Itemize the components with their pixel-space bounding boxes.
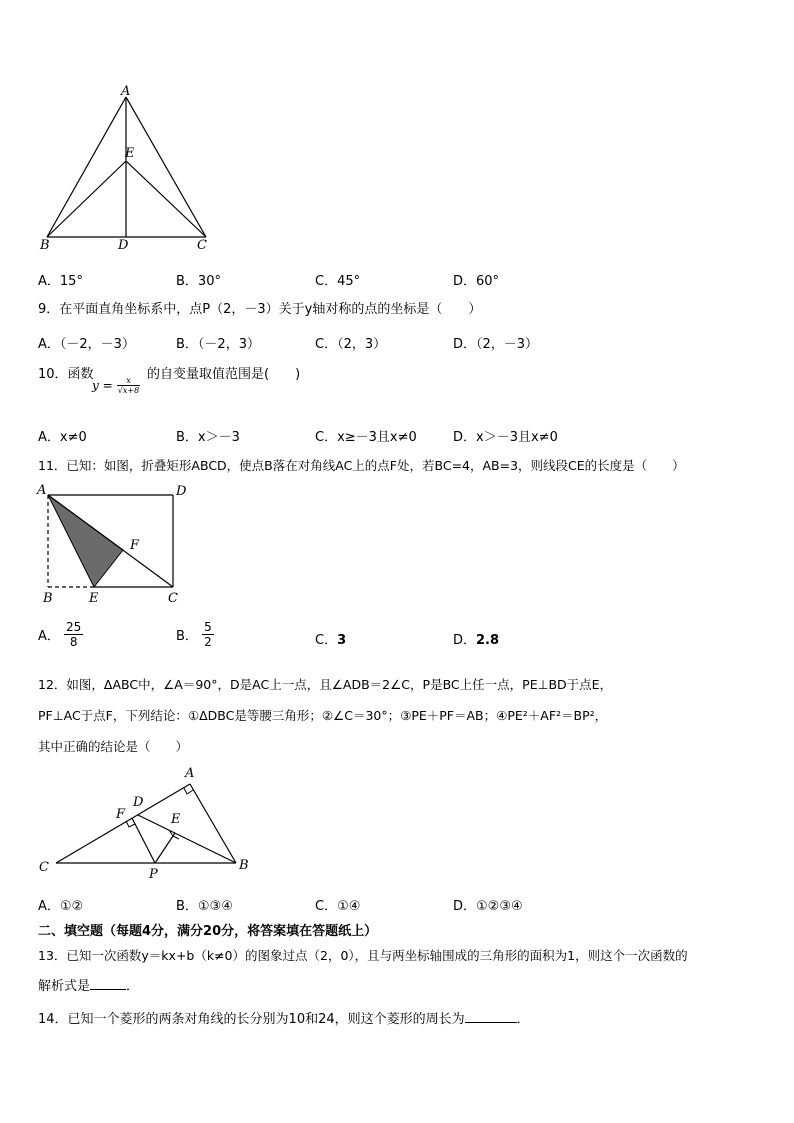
q11-option-b[interactable] — [176, 620, 214, 649]
label-B: B — [40, 238, 50, 253]
fraction-numerator: 25 — [66, 620, 82, 634]
q14-stem — [38, 1011, 530, 1029]
q13-line-2-prefix: 解析式是 — [38, 979, 91, 994]
segment-PE — [155, 833, 175, 863]
q11-rectangle-figure — [30, 480, 200, 610]
formula-y: y = — [92, 378, 113, 393]
q9-option-c[interactable] — [315, 333, 386, 352]
option-letter: A． — [38, 274, 60, 289]
q8-option-a[interactable] — [38, 270, 83, 289]
q9-option-a[interactable] — [38, 333, 135, 352]
formula-fraction — [117, 376, 140, 395]
label-A: A — [37, 483, 47, 498]
q14-prefix: 14．已知一个菱形的两条对角线的长分别为10和24，则这个菱形的周长为 — [38, 1012, 465, 1027]
option-letter: C． — [315, 430, 338, 445]
label-C: C — [168, 591, 178, 606]
option-letter: C． — [315, 633, 338, 648]
q8-option-d[interactable] — [453, 270, 499, 289]
option-text: 45° — [337, 274, 361, 289]
option-text: x≥－3且x≠0 — [337, 430, 417, 445]
q10-function-formula — [92, 376, 140, 395]
option-text: （2，－3） — [476, 337, 539, 352]
option-letter: D． — [453, 633, 477, 648]
q9-option-b[interactable] — [176, 333, 260, 352]
option-text: x≠0 — [59, 430, 87, 445]
edge-AC — [126, 97, 206, 237]
q12-option-d[interactable] — [453, 895, 523, 914]
diagonal-AC — [48, 495, 173, 587]
fraction-denominator: 2 — [204, 635, 212, 649]
label-D: D — [118, 238, 129, 253]
label-C: C — [197, 238, 207, 253]
option-fraction — [64, 620, 83, 649]
q12-line-2: PF⊥AC于点F，下列结论：①ΔDBC是等腰三角形；②∠C＝30°；③PE＋PF＝AB；④PE²＋AF²＝BP²， — [38, 708, 608, 723]
q8-option-b[interactable] — [176, 270, 221, 289]
q11-stem: 11．已知：如图，折叠矩形ABCD，使点B落在对角线AC上的点F处，若BC=4，AB=3，则线段CE的长度是（ ） — [38, 458, 685, 473]
option-fraction — [202, 620, 214, 649]
q13-line-2-suffix: ． — [126, 979, 140, 994]
option-text: ①②③④ — [476, 899, 523, 914]
q10-option-b[interactable] — [176, 426, 240, 445]
q12-triangle-figure — [30, 765, 260, 885]
option-text: ①③④ — [197, 899, 233, 914]
q13-line-1: 13．已知一次函数y＝kx+b（k≠0）的图象过点（2，0），且与两坐标轴围成的三角形的面积为1，则这个一次函数的 — [38, 948, 688, 963]
q13-line-2 — [38, 978, 139, 996]
q12-line-1: 12．如图，ΔABC中，∠A＝90°，D是AC上一点，且∠ADB＝2∠C，P是BC上任一点，PE⊥BD于点E， — [38, 677, 613, 692]
option-letter: B． — [176, 629, 198, 644]
option-letter: D． — [453, 899, 477, 914]
right-angle-A — [184, 788, 193, 794]
segment-CE — [126, 161, 206, 237]
label-D: D — [133, 795, 144, 810]
section-2-title: 二、填空题（每题4分，满分20分，将答案填在答题纸上） — [38, 924, 378, 939]
q14-suffix: ． — [516, 1012, 530, 1027]
option-text: ①② — [59, 899, 84, 914]
label-B: B — [239, 858, 249, 873]
label-F: F — [116, 807, 126, 822]
option-text: （2，3） — [337, 337, 387, 352]
option-letter: B． — [176, 899, 198, 914]
q9-stem: 9．在平面直角坐标系中，点P（2，－3）关于y轴对称的点的坐标是（ ） — [38, 302, 482, 317]
label-F: F — [130, 538, 140, 553]
fraction-denominator: 8 — [69, 635, 78, 649]
segment-PF — [132, 818, 155, 863]
option-text: 30° — [197, 274, 221, 289]
option-letter: D． — [453, 274, 477, 289]
option-letter: B． — [176, 274, 198, 289]
edge-AB — [47, 97, 126, 237]
q13-answer-blank[interactable] — [90, 989, 126, 990]
q10-option-c[interactable] — [315, 426, 417, 445]
option-letter: B． — [176, 337, 198, 352]
option-text: x＞－3 — [197, 430, 240, 445]
edge-CA — [56, 784, 190, 863]
shaded-triangle-AEF — [48, 495, 123, 587]
option-letter: A． — [38, 337, 60, 352]
q11-option-a[interactable] — [38, 620, 83, 649]
option-text: （－2，－3） — [59, 337, 135, 352]
option-letter: C． — [315, 274, 338, 289]
option-text: x＞－3且x≠0 — [476, 430, 558, 445]
fraction-numerator: 5 — [204, 620, 212, 634]
option-letter: A． — [38, 629, 60, 644]
label-A: A — [121, 84, 131, 99]
option-letter: C． — [315, 337, 338, 352]
q11-option-c[interactable] — [315, 629, 346, 648]
q12-option-b[interactable] — [176, 895, 233, 914]
formula-denominator: √x+8 — [117, 386, 140, 395]
label-E: E — [171, 812, 181, 827]
q8-option-c[interactable] — [315, 270, 360, 289]
option-letter: B． — [176, 430, 198, 445]
option-text: 2.8 — [476, 633, 500, 648]
option-text: 60° — [476, 274, 500, 289]
label-E: E — [125, 146, 135, 161]
q12-option-c[interactable] — [315, 895, 360, 914]
option-letter: D． — [453, 430, 477, 445]
label-D: D — [176, 484, 187, 499]
option-text: 15° — [59, 274, 83, 289]
q10-suffix: 的自变量取值范围是( ) — [147, 367, 301, 382]
q14-answer-blank[interactable] — [465, 1022, 517, 1023]
option-letter: D． — [453, 337, 477, 352]
formula-numerator: x — [117, 376, 140, 386]
q12-option-a[interactable] — [38, 895, 83, 914]
option-letter: A． — [38, 430, 60, 445]
label-P: P — [149, 867, 158, 882]
label-B: B — [43, 591, 53, 606]
segment-BE — [47, 161, 126, 237]
option-text: （－2，3） — [197, 337, 260, 352]
option-letter: C． — [315, 899, 338, 914]
q10-option-d[interactable] — [453, 426, 558, 445]
label-C: C — [39, 860, 49, 875]
label-E: E — [89, 591, 99, 606]
q9-option-d[interactable] — [453, 333, 538, 352]
option-text: 3 — [337, 633, 347, 648]
q8-triangle-figure — [30, 85, 250, 255]
q10-option-a[interactable] — [38, 426, 87, 445]
option-text: ①④ — [337, 899, 361, 914]
q12-line-3: 其中正确的结论是（ ） — [38, 739, 189, 754]
q10-prefix: 10．函数 — [38, 367, 94, 382]
segment-DB — [138, 815, 236, 863]
option-letter: A． — [38, 899, 60, 914]
q11-option-d[interactable] — [453, 629, 499, 648]
label-A: A — [185, 766, 195, 781]
